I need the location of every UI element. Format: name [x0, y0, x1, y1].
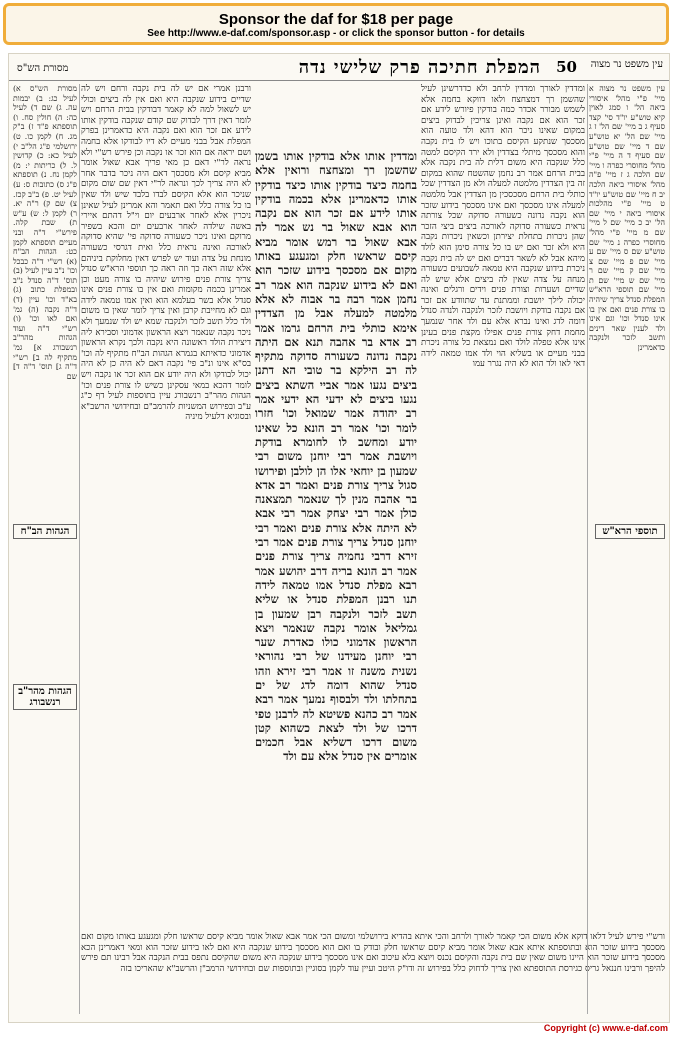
rashi-text: ומדדין לאורך ומדדין לרחב ולא כדדרשינן לעיל שהשמן רך דמצחצח ולאו דווקא בחמה אלא לשמש מבורר אכדר כמה בודקין פיורש לידע אם זכר הוא אם נקבה ואינן צריכין לבדוק ביצים במקום שאינו ניכר הוא דהא ולד טועה הוא מסכסך שנתקע הקיסם בתוכו ויש לו בית נקבה והוא מסכסך מיתלי בצדדין ולא ירד הקיסם למטה כלל שנקבה היא משום דלית לה בית נקבה אלא בבית הרחם אמר רב נחמן שהשטח שהוא במקום זה בין הצדדין מלמטה למעלה ולא מן הצדדין שכל כותלי בית הרחם מסכסכין מן הצדדין אבל מלמטה למעלה אינו מסכסך ואם אינו מסכסך בידוע שזכר הוא נקבה נדונה כשעורה סדוקה שכל צורתה נראית כשעורה סדוקה לאורכה ביצים ביצי הזכר שהן ניכרות בתחלת יצירתן וכשאין ניכרות נקבה היא ולא זכר ואם יש בו כל צורה סימן הוא לולד מיהא אבל לא לשאר דברים ואם יש לה בית נקבה ניכרת בידוע שנקבה היא טמאה לשבועים כשעורה מנחה על צדה שאין לה ביצים אלא שיש לה שדיים ושערות וצורת פנים וידים ורגלים ואינה יכולה לילך יושבת וממתנת עד שתוודע אם זכר אם נקבה בודקת ויושבת לזכר ולנקבה ולנדה סנדל דומה לדג ואינו נברא אלא עם ולד אחר שנמעך מחמת דחק צורת פנים אפילו מקצת פנים בעינן אינו אלא טפלה לולד ואם נמצאת כל צורה ניכרת בבני מעיים או בשליא הוי ולד אמו טמאה לידה דאי לאו ולד הוא לא היה נגרר עמו [421, 84, 585, 370]
banner-title[interactable]: Sponsor the daf for $18 per page [218, 11, 454, 28]
tosafot-text: ורבנן אמרי אם יש לה בית נקבה ורחם ויש לה שדיים בידוע שנקבה היא ואם אין לה ביצים וכולי יש לשאול למה לא קאמר דבודקין בבית הרחם ויש לומר דאין דרך לבדוק שם קודם שנקבה בודקין אותו לידע אם זכר הוא ואם נקבה היא כדאמרינן בפרק המפלת אבל בבני מעיים לא דיו לבודקו אלא בחמה ושם יראה אם הוא זכר או נקבה וכן פירש רש"י ולא נראה לר"י דאם כן מאי פריך אבא שאול אומר מביא קיסם ולא מסכסך דאם היה ניכר בדבר אחר לא היה צריך לכך ונראה לר"י דאין שם שום מקום שניכר הוא אלא הקיסם לבדו בלבד שיש ולד שאין בו כל צורה כלל ואם תאמר והא אמרינן לעיל שאינן ניכרין אלא לאחר ארבעים יום וי"ל דהתם איירי באשה שילדה לאחר ארבעים יום והכא בשפיר מרוקם ואינו ניכר כשעורה סדוקה פי' שהיא סדוקה לאורכה ואינה נראית כלל ואית דגרסי כשעורה מונחת על צדה ועוד יש לפרש דאין מחלוקת ביניהם אלא שזה ראה כך וזה ראה כך תוספי הרא"ש סנדל צריך צורת פנים פירוש שיהיה בו צורה מעט וכן אמרינן בכמה מקומות ואם אין בו צורת פנים אינו סנדל אלא בשר בעלמא הוא ואין אמו טמאה לידה וגם לא מחייבת קרבן ואין צריך לומר שאין בו משום ולד כלל תשב לזכר ולנקבה שמא יש ולד שנמעך ולא ניכר נקבה שנאמר ויצא הראשון אדמוני וסבירא ליה דיצירת הולד ראשונה היא נקבה ולכך נקרא הראשון אדמוני כדאיתא בגמרא הגהות הב"ח מתקיף לה וכו' בס"א אינו ונ"ב פי' נקבה דאם לא היה כן לא היה יכול לבודקו ולא היה יודע אם הוא זכר או נקבה ויש לומר דהכא במאי עסקינן כשיש לו צורת פנים וכו' הגהות מהר"ב רנשבורג עיין בתוספות לעיל דף כ"ג ע"ב ובפירוש המשניות להרמב"ם ובחידושי הרשב"א ובסוגיא דלעיל מיניה [81, 84, 251, 423]
masoret-hashas-label: מסורת הש"ס [17, 63, 69, 74]
ein-mishpat-text: עין משפט נר מצוה א מיי' פ"י מהל' איסורי ביאה הל' ו סמג לאוין קיא טוש"ע יו"ד סי' קצד סעיף ג ב מיי' שם הל' ז ג מיי' שם הל' יא טוש"ע שם ד מיי' שם טוש"ע שם סעיף ד ה מיי' פ"י מהל' מחוסרי כפרה ו מיי' שם הלכה ג ז מיי' פ"ה מהל' איסורי ביאה הלכה יב ח מיי' שם טוש"ע יו"ד ט מיי' פ"י מהלכות איסורי ביאה י מיי' שם הל' יב כ מיי' שם ל מיי' שם מ מיי' פ"י מהל' מחוסרי כפרה נ מיי' שם טוש"ע שם ס מיי' שם ע מיי' שם פ מיי' שם צ מיי' שם ק מיי' שם ר מיי' שם ש מיי' שם ת מיי' שם תוספי הרא"ש המפלת סנדל צריך שיהיה בו צורת פנים ואם אין בו אינו סנדל וכו' וגם אינו ולד לענין שאר דינים ותשב לזכר ולנקבה כדאמרינן [589, 84, 665, 353]
column-divider [79, 84, 80, 1014]
rashi-column [421, 84, 585, 929]
ein-mishpat-column [589, 84, 665, 1014]
talmud-page [8, 53, 670, 1023]
page-number: 50 [556, 58, 577, 76]
bottom-commentary-text: ורש"י פירש לעיל דלאו דוקא אלא משום הכי קאמר לאורך ולרחב והכי איתא בהדיא בירושלמי ומשום הכי אמר אבא שאול אומר מביא קיסם שראשו חלק ומגעגע באותו מקום ואם מסכסך בידוע שזכר הוא ובתוספתא איתא אבא שאול אומר מביא קיסם שראשו חלק ובודק בו ואם הוא מסכסך בידוע שנקבה היא ואם לאו בידוע שזכר הוא ומאי דאמרינן הכא מסכסך בידוע שזכר הוא היינו משום שאין שם בית נקבה והקיסם נכנס ויוצא בלא עיכוב ואם אינו מסכסך בידוע שנקבה היא משום שהקיסם נתפס בבית הנקבה אבל רבינו תם פירש להיפך ורבינו חננאל גריס כגירסת התוספתא ואין צריך לדחוק כלל בפירוש זה ודו"ק היטב ועיין עוד לקמן בסוגיין ובתוספות שם ובחידושי הרמב"ן והרשב"א שהאריכו בזה [81, 932, 665, 974]
gemara-column [255, 149, 417, 894]
sponsor-banner[interactable] [3, 3, 669, 45]
page-title: המפלת חתיכה פרק שלישי נדה [298, 57, 541, 78]
masoret-hashas-text: מסורת הש"ס א) לעיל כג: ב) יבמות עה. ג) שם ד) לעיל כה: ה) חולין סח. ו) תוספתא פ"ד ז) ב"ק מג. ח) לקמן כו. ט) ירושלמי פ"ג הל"ב י) לעיל כא: כ) קדושין ל. ל) כריתות י: מ) לקמן נח. נ) תוספתא פ"ג ס) כתובות ס: ע) לעיל יט. פ) ב"ב קכז. צ) שם ק) ר"ה יא. ר) לקמן ל: ש) ע"ש ת) שבת קלה. פירש"י ד"ה ובני מעיים תוספתא לקמן כט: הגהות הב"ח (א) רש"י ד"ה כבכל וכו' נ"ב עיין לעיל (ב) תוס' ד"ה סנדל נ"ב ובמפלת כתוב (ג) בא"ד וכו' עיין (ד) ד"ה נקבה (ה) גמ' ואם לאו וכו' (ו) רש"י ד"ה ועוד הגהות מהר"ב רנשבורג א] גמ' מתקיף לה ב] רש"י ד"ה ג] תוס' ד"ה ד] שם [13, 84, 77, 381]
bottom-commentary [81, 932, 665, 1018]
gemara-text: ומדדין אותו אלא בודקין אותו בשמן שהשמן רך ומצחצח ורואין אלא בחמה כיצד בודקין אותו כיצד בודקין אותו כדאמרינן אלא בכמה בודקין אותו לידע אם זכר הוא אם נקבה הוא אבא שאול בר נש אמר לה אבא שאול בר רמש אומר מביא קיסם שראשו חלק ומגעגע באותו מקום אם מסכסך בידוע שזכר הוא ואם לא בידוע שנקבה הוא אמר רב נחמן אמר רבה בר אבוה לא אלא מלמטה למעלה אבל מן הצדדין אימא כותלי בית הרחם גרמו אמר רב אדא בר אהבה תנא אם היתה נקבה נדונה כשעורה סדוקה מתקיף לה רב הילקא בר טובי הא דתנן ביצים נגעו אמר אביי השתא ביצים נגעו ביצים לא ידעי הא ידעי אמר רב יהודה אמר שמואל וכו' חזרו לומר וכו' אמר רב הונא כל שאינו יודע ומחשב לו לחומרא בודקת ויושבת אמר רבי יוחנן משום רבי שמעון בן יוחאי אלו הן לולבן ופירושו סגול צריך צורת פנים ואמר רב אדא בר אהבה מנין לך שנאמר תמצאנה כולן אמר רבי יצחק אמר רבי אבא לא היתה אלא צורת פנים ואמר רבי יוחנן סנדל צריך צורת פנים אמר רבי זירא דרבי נחמיה צריך צורת פנים אמר רב הונא בריה דרב יהושע אמר רבא מפלת סנדל אמו טמאה לידה תנו רבנן המפלת סנדל או שליא תשב לזכר ולנקבה רבן שמעון בן גמליאל אומר נקבה שנאמר ויצא הראשון אדמוני כולו כאדרת שער רבי יוחנן מעידנו של רבי נהוראי נשנית משנה זו אמר רבי זירא וזהו סנדל שהוא דומה לדג של ים בתחלתו ולד ולבסוף נמעך אמר רבא אמר רב כהנא פשיטא לה לרבנן טפי דרכו של ולד לצאת כשהוא קטן משום דרכו דשליא אבל חכמים אומרים אין סנדל אלא עם ולד [255, 149, 417, 764]
tosafot-column [81, 84, 251, 929]
rabbeinu-asher-heading: תוספי הרא"ש [595, 524, 665, 539]
hagahot-maharatz-heading: הגהות מהר"ב רנשבורג [13, 684, 77, 710]
copyright-notice: Copyright (c) www.e-daf.com [543, 1023, 668, 1033]
ein-mishpat-label: עין משפט נר מצוה [590, 59, 663, 70]
banner-subtitle[interactable]: See http://www.e-daf.com/sponsor.asp - or click the sponsor button - for details [147, 28, 525, 39]
masoret-hashas-column [13, 84, 77, 1014]
hagahot-bach-heading: הגהות הב"ח [13, 524, 77, 539]
page-header [9, 56, 669, 80]
column-divider [587, 84, 588, 1014]
header-rule [9, 80, 669, 81]
